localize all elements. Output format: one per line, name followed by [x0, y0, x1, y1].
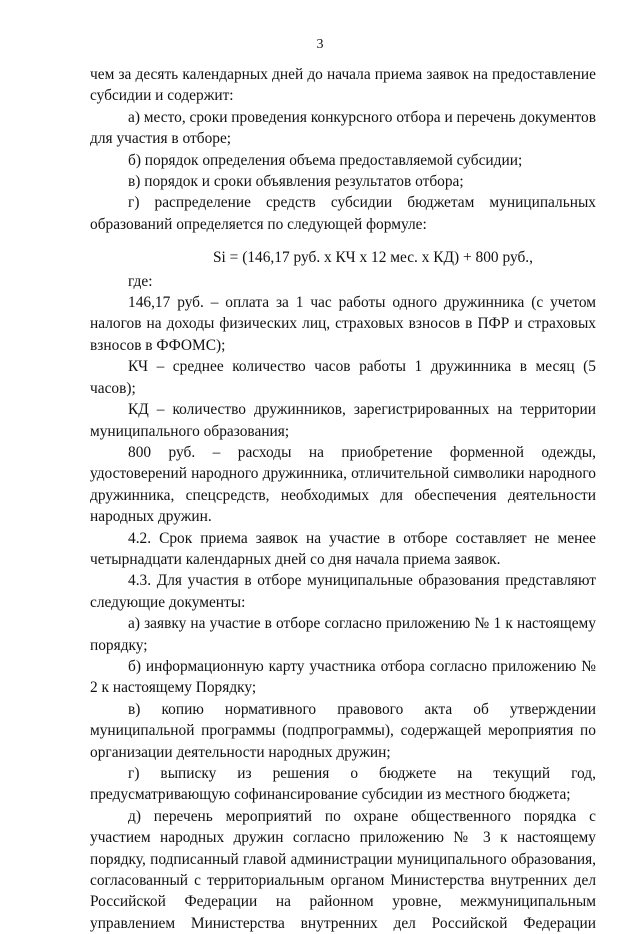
paragraph-800-rub: 800 руб. – расходы на приобретение форменной одежды, удостоверений народного дружинника, отличительной символики народного дружинника, спецсредств, необходимых для обеспечения деятельности народных дружин.: [90, 443, 596, 526]
paragraph-kch-definition: КЧ – среднее количество часов работы 1 дружинника в месяц (5 часов);: [90, 358, 596, 397]
paragraph-doc-v-legal-act: в) копию нормативного правового акта об утверждении муниципальной программы (подпрограммы), содержащей мероприятия по организации деятельности народных дружин;: [90, 700, 596, 761]
paragraph-hourly-rate: 146,17 руб. – оплата за 1 час работы одного дружинника (с учетом налогов на доходы физических лиц, страховых взносов в ПФР и страховых взносов в ФФОМС);: [90, 294, 596, 354]
paragraph-item-b-subsidy-volume: б) порядок определения объема предоставляемой субсидии;: [128, 151, 523, 169]
page-number: 3: [316, 37, 324, 52]
formula: Si = (146,17 руб. х КЧ х 12 мес. х КД) + 800 руб.,: [213, 249, 533, 267]
paragraph-4-2: 4.2. Срок приема заявок на участие в отборе составляет не менее четырнадцати календарных дней со дня начала приема заявок.: [90, 529, 596, 568]
paragraph-kd-definition: КД – количество дружинников, зарегистрированных на территории муниципального образования;: [90, 401, 596, 440]
paragraph-doc-d-measures-list: д) перечень мероприятий по охране общественного порядка с участием народных дружин согласно приложению № 3 к настоящему порядку, подписанный главой администрации муниципального образования, согласованный с территориальным органом Министерства внутренних дел Российской Федерации на районном уровне, межмуниципальным управлением Министерства внутренних дел Российской Федерации: [90, 807, 596, 932]
document-body: [90, 64, 596, 934]
paragraph-item-v-results: в) порядок и сроки объявления результатов отбора;: [128, 173, 464, 191]
paragraph-intro-continuation: чем за десять календарных дней до начала приема заявок на предоставление субсидии и содержит:: [90, 66, 596, 105]
paragraph-item-a-place-terms: а) место, сроки проведения конкурсного отбора и перечень документов для участия в отборе;: [90, 108, 596, 148]
paragraph-doc-b-info-card: б) информационную карту участника отбора согласно приложению № 2 к настоящему Порядку;: [90, 657, 596, 697]
paragraph-item-g-distribution: г) распределение средств субсидии бюджетам муниципальных образований определяется по следующей формуле:: [90, 194, 596, 233]
paragraph-doc-a-application: а) заявку на участие в отборе согласно приложению № 1 к настоящему порядку;: [90, 615, 596, 654]
paragraph-doc-g-budget-extract: г) выписку из решения о бюджете на текущий год, предусматривающую софинансирование субсидии из местного бюджета;: [90, 765, 596, 804]
paragraph-4-3: 4.3. Для участия в отборе муниципальные образования представляют следующие документы:: [90, 572, 596, 611]
paragraph-where: где:: [128, 272, 153, 290]
